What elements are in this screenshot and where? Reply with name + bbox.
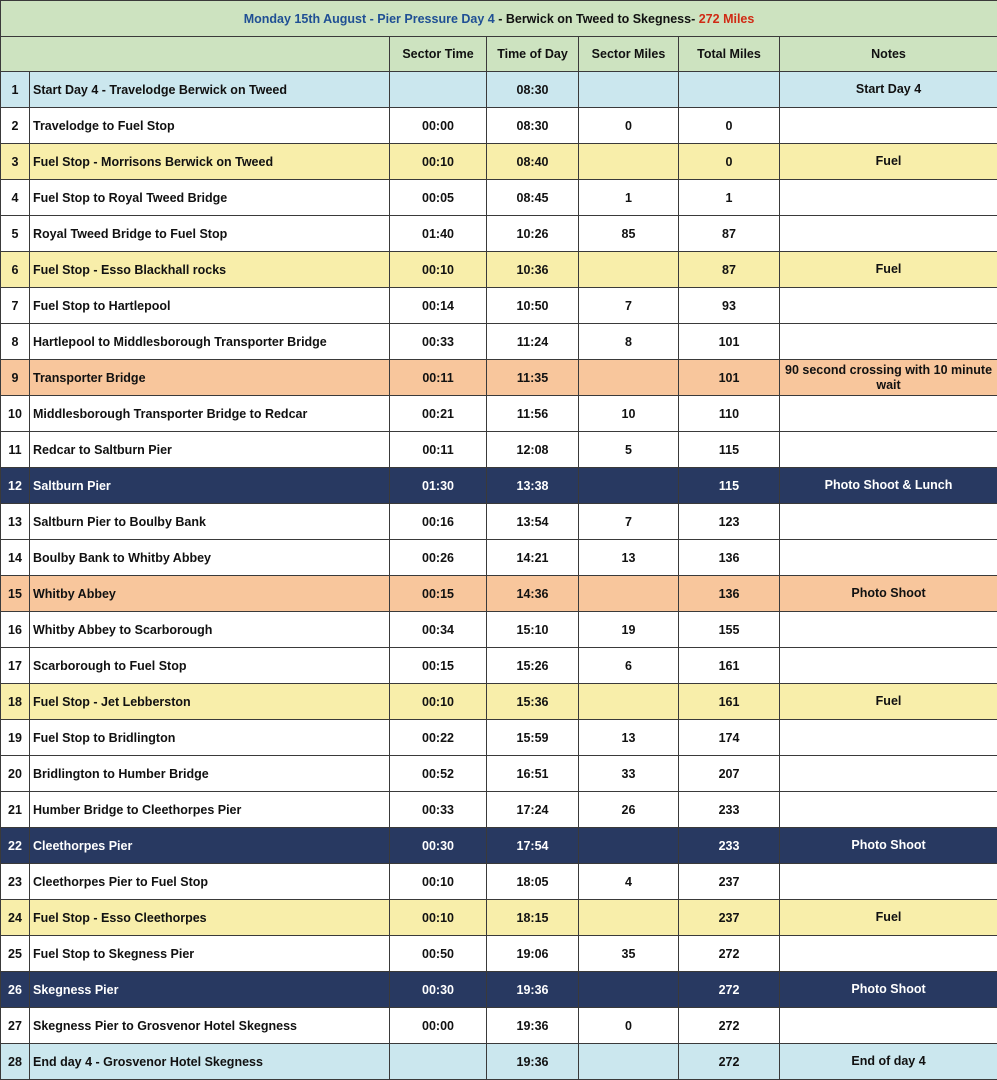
row-notes: Fuel (780, 900, 997, 936)
row-number: 14 (1, 540, 30, 576)
row-total-miles (679, 72, 780, 108)
header-sector-time: Sector Time (390, 37, 487, 72)
row-description: Fuel Stop - Esso Cleethorpes (30, 900, 390, 936)
row-sector-miles: 33 (579, 756, 679, 792)
row-time-of-day: 11:35 (487, 360, 579, 396)
row-total-miles: 233 (679, 828, 780, 864)
row-time-of-day: 15:10 (487, 612, 579, 648)
row-notes (780, 324, 997, 360)
table-row (1, 108, 997, 144)
row-sector-miles: 7 (579, 504, 679, 540)
row-description: Bridlington to Humber Bridge (30, 756, 390, 792)
row-total-miles: 272 (679, 972, 780, 1008)
row-notes: Start Day 4 (780, 72, 997, 108)
table-row (1, 864, 997, 900)
row-number: 5 (1, 216, 30, 252)
header-total-miles: Total Miles (679, 37, 780, 72)
row-number: 18 (1, 684, 30, 720)
table-row (1, 360, 997, 396)
row-time-of-day: 08:40 (487, 144, 579, 180)
row-number: 10 (1, 396, 30, 432)
row-time-of-day: 19:06 (487, 936, 579, 972)
row-total-miles: 161 (679, 648, 780, 684)
row-sector-time: 00:30 (390, 972, 487, 1008)
row-notes (780, 288, 997, 324)
row-time-of-day: 11:56 (487, 396, 579, 432)
table-row (1, 1044, 997, 1080)
row-notes (780, 180, 997, 216)
row-sector-miles: 85 (579, 216, 679, 252)
row-notes (780, 504, 997, 540)
row-sector-miles (579, 900, 679, 936)
row-total-miles: 115 (679, 468, 780, 504)
row-sector-time: 00:50 (390, 936, 487, 972)
table-row (1, 936, 997, 972)
row-time-of-day: 14:36 (487, 576, 579, 612)
row-sector-miles: 4 (579, 864, 679, 900)
row-sector-miles (579, 72, 679, 108)
row-number: 4 (1, 180, 30, 216)
row-sector-time: 00:22 (390, 720, 487, 756)
row-total-miles: 207 (679, 756, 780, 792)
row-notes: Fuel (780, 684, 997, 720)
row-description: Fuel Stop - Esso Blackhall rocks (30, 252, 390, 288)
row-notes: Photo Shoot (780, 576, 997, 612)
header-description (1, 37, 390, 72)
row-description: Humber Bridge to Cleethorpes Pier (30, 792, 390, 828)
row-total-miles: 101 (679, 360, 780, 396)
title-distance: 272 Miles (698, 11, 755, 26)
row-description: Saltburn Pier (30, 468, 390, 504)
row-time-of-day: 19:36 (487, 1008, 579, 1044)
row-sector-time: 00:10 (390, 144, 487, 180)
row-sector-miles (579, 684, 679, 720)
row-sector-time: 00:00 (390, 1008, 487, 1044)
row-description: Travelodge to Fuel Stop (30, 108, 390, 144)
row-total-miles: 136 (679, 576, 780, 612)
row-total-miles: 123 (679, 504, 780, 540)
row-time-of-day: 14:21 (487, 540, 579, 576)
row-sector-time: 00:14 (390, 288, 487, 324)
row-sector-time: 00:15 (390, 648, 487, 684)
row-time-of-day: 17:24 (487, 792, 579, 828)
row-notes (780, 108, 997, 144)
row-sector-miles: 5 (579, 432, 679, 468)
row-notes (780, 648, 997, 684)
title-row (1, 1, 997, 37)
table-row (1, 684, 997, 720)
row-description: Fuel Stop to Hartlepool (30, 288, 390, 324)
row-number: 6 (1, 252, 30, 288)
row-description: End day 4 - Grosvenor Hotel Skegness (30, 1044, 390, 1080)
row-sector-miles (579, 252, 679, 288)
row-number: 15 (1, 576, 30, 612)
row-number: 16 (1, 612, 30, 648)
row-sector-miles: 1 (579, 180, 679, 216)
table-row (1, 828, 997, 864)
row-notes: Photo Shoot & Lunch (780, 468, 997, 504)
table-row (1, 72, 997, 108)
row-number: 8 (1, 324, 30, 360)
row-description: Middlesborough Transporter Bridge to Redcar (30, 396, 390, 432)
table-row (1, 576, 997, 612)
row-sector-time: 00:26 (390, 540, 487, 576)
row-total-miles: 1 (679, 180, 780, 216)
table-row (1, 1008, 997, 1044)
row-notes: Photo Shoot (780, 828, 997, 864)
row-sector-time: 00:33 (390, 792, 487, 828)
row-sector-miles (579, 972, 679, 1008)
title-date-event: Monday 15th August - Pier Pressure Day 4 (243, 11, 495, 26)
row-sector-miles: 8 (579, 324, 679, 360)
row-total-miles: 233 (679, 792, 780, 828)
row-number: 20 (1, 756, 30, 792)
row-sector-time: 00:16 (390, 504, 487, 540)
row-notes: 90 second crossing with 10 minute wait (780, 360, 997, 396)
row-number: 21 (1, 792, 30, 828)
row-number: 7 (1, 288, 30, 324)
row-notes (780, 936, 997, 972)
table-row (1, 180, 997, 216)
row-notes (780, 612, 997, 648)
row-sector-miles: 7 (579, 288, 679, 324)
row-sector-time (390, 72, 487, 108)
row-total-miles: 93 (679, 288, 780, 324)
row-number: 28 (1, 1044, 30, 1080)
row-number: 3 (1, 144, 30, 180)
row-total-miles: 272 (679, 936, 780, 972)
row-notes (780, 792, 997, 828)
row-time-of-day: 10:26 (487, 216, 579, 252)
table-row (1, 468, 997, 504)
row-notes: Fuel (780, 144, 997, 180)
row-sector-miles (579, 828, 679, 864)
row-sector-miles (579, 1044, 679, 1080)
row-description: Cleethorpes Pier (30, 828, 390, 864)
row-number: 27 (1, 1008, 30, 1044)
row-sector-time: 00:10 (390, 864, 487, 900)
row-description: Cleethorpes Pier to Fuel Stop (30, 864, 390, 900)
row-number: 11 (1, 432, 30, 468)
table-row (1, 720, 997, 756)
row-total-miles: 115 (679, 432, 780, 468)
row-number: 9 (1, 360, 30, 396)
row-sector-miles: 0 (579, 108, 679, 144)
table-row (1, 144, 997, 180)
table-row (1, 288, 997, 324)
row-total-miles: 174 (679, 720, 780, 756)
row-total-miles: 237 (679, 864, 780, 900)
row-description: Royal Tweed Bridge to Fuel Stop (30, 216, 390, 252)
row-number: 19 (1, 720, 30, 756)
row-total-miles: 155 (679, 612, 780, 648)
row-time-of-day: 10:36 (487, 252, 579, 288)
row-sector-time: 00:30 (390, 828, 487, 864)
row-number: 13 (1, 504, 30, 540)
row-sector-time: 00:00 (390, 108, 487, 144)
row-sector-miles: 6 (579, 648, 679, 684)
row-sector-time: 00:11 (390, 432, 487, 468)
row-time-of-day: 15:26 (487, 648, 579, 684)
row-description: Fuel Stop to Skegness Pier (30, 936, 390, 972)
row-description: Start Day 4 - Travelodge Berwick on Tweed (30, 72, 390, 108)
row-sector-miles (579, 360, 679, 396)
row-notes (780, 756, 997, 792)
row-notes (780, 396, 997, 432)
row-description: Boulby Bank to Whitby Abbey (30, 540, 390, 576)
row-description: Whitby Abbey to Scarborough (30, 612, 390, 648)
row-time-of-day: 17:54 (487, 828, 579, 864)
row-sector-time: 00:34 (390, 612, 487, 648)
row-notes (780, 864, 997, 900)
row-sector-miles: 35 (579, 936, 679, 972)
row-description: Hartlepool to Middlesborough Transporter Bridge (30, 324, 390, 360)
row-sector-time: 00:11 (390, 360, 487, 396)
table-row (1, 792, 997, 828)
row-sector-miles: 19 (579, 612, 679, 648)
row-number: 26 (1, 972, 30, 1008)
itinerary-body (1, 1, 997, 1080)
table-title (1, 1, 997, 37)
row-description: Redcar to Saltburn Pier (30, 432, 390, 468)
row-time-of-day: 19:36 (487, 1044, 579, 1080)
row-number: 25 (1, 936, 30, 972)
row-total-miles: 136 (679, 540, 780, 576)
table-row (1, 252, 997, 288)
row-sector-miles: 26 (579, 792, 679, 828)
row-total-miles: 87 (679, 216, 780, 252)
row-notes (780, 432, 997, 468)
row-time-of-day: 10:50 (487, 288, 579, 324)
row-total-miles: 272 (679, 1008, 780, 1044)
row-sector-miles: 13 (579, 720, 679, 756)
table-row (1, 648, 997, 684)
row-time-of-day: 16:51 (487, 756, 579, 792)
row-sector-time: 01:40 (390, 216, 487, 252)
row-time-of-day: 12:08 (487, 432, 579, 468)
row-notes (780, 1008, 997, 1044)
row-total-miles: 0 (679, 144, 780, 180)
row-total-miles: 161 (679, 684, 780, 720)
row-notes: Photo Shoot (780, 972, 997, 1008)
row-total-miles: 237 (679, 900, 780, 936)
row-sector-miles: 0 (579, 1008, 679, 1044)
table-row (1, 324, 997, 360)
row-time-of-day: 18:15 (487, 900, 579, 936)
row-sector-time: 00:10 (390, 900, 487, 936)
row-description: Whitby Abbey (30, 576, 390, 612)
row-number: 24 (1, 900, 30, 936)
row-time-of-day: 19:36 (487, 972, 579, 1008)
row-description: Transporter Bridge (30, 360, 390, 396)
row-sector-time: 00:52 (390, 756, 487, 792)
row-time-of-day: 11:24 (487, 324, 579, 360)
table-row (1, 900, 997, 936)
row-description: Fuel Stop to Royal Tweed Bridge (30, 180, 390, 216)
row-notes: End of day 4 (780, 1044, 997, 1080)
row-number: 1 (1, 72, 30, 108)
header-sector-miles: Sector Miles (579, 37, 679, 72)
row-number: 17 (1, 648, 30, 684)
row-total-miles: 101 (679, 324, 780, 360)
row-notes (780, 216, 997, 252)
header-notes: Notes (780, 37, 997, 72)
row-sector-time: 00:10 (390, 684, 487, 720)
row-time-of-day: 08:30 (487, 72, 579, 108)
table-row (1, 540, 997, 576)
row-time-of-day: 13:38 (487, 468, 579, 504)
row-description: Fuel Stop to Bridlington (30, 720, 390, 756)
header-time-of-day: Time of Day (487, 37, 579, 72)
row-sector-time (390, 1044, 487, 1080)
row-description: Fuel Stop - Morrisons Berwick on Tweed (30, 144, 390, 180)
row-sector-time: 00:21 (390, 396, 487, 432)
row-sector-miles: 10 (579, 396, 679, 432)
row-time-of-day: 15:59 (487, 720, 579, 756)
row-description: Saltburn Pier to Boulby Bank (30, 504, 390, 540)
row-time-of-day: 13:54 (487, 504, 579, 540)
table-row (1, 396, 997, 432)
row-sector-time: 00:33 (390, 324, 487, 360)
row-sector-time: 00:10 (390, 252, 487, 288)
row-number: 22 (1, 828, 30, 864)
table-row (1, 432, 997, 468)
row-description: Skegness Pier (30, 972, 390, 1008)
row-number: 2 (1, 108, 30, 144)
row-sector-miles (579, 144, 679, 180)
table-row (1, 504, 997, 540)
row-description: Skegness Pier to Grosvenor Hotel Skegness (30, 1008, 390, 1044)
row-time-of-day: 18:05 (487, 864, 579, 900)
row-sector-miles (579, 468, 679, 504)
row-total-miles: 272 (679, 1044, 780, 1080)
row-number: 12 (1, 468, 30, 504)
row-time-of-day: 08:30 (487, 108, 579, 144)
row-notes (780, 540, 997, 576)
table-row (1, 216, 997, 252)
row-notes (780, 720, 997, 756)
row-time-of-day: 08:45 (487, 180, 579, 216)
row-sector-time: 01:30 (390, 468, 487, 504)
row-total-miles: 110 (679, 396, 780, 432)
title-route: - Berwick on Tweed to Skegness- (494, 11, 699, 26)
table-row (1, 972, 997, 1008)
row-total-miles: 0 (679, 108, 780, 144)
row-sector-miles: 13 (579, 540, 679, 576)
row-sector-miles (579, 576, 679, 612)
row-description: Scarborough to Fuel Stop (30, 648, 390, 684)
row-description: Fuel Stop - Jet Lebberston (30, 684, 390, 720)
row-total-miles: 87 (679, 252, 780, 288)
row-sector-time: 00:05 (390, 180, 487, 216)
header-row (1, 37, 997, 72)
row-number: 23 (1, 864, 30, 900)
table-row (1, 756, 997, 792)
row-sector-time: 00:15 (390, 576, 487, 612)
row-time-of-day: 15:36 (487, 684, 579, 720)
row-notes: Fuel (780, 252, 997, 288)
table-row (1, 612, 997, 648)
